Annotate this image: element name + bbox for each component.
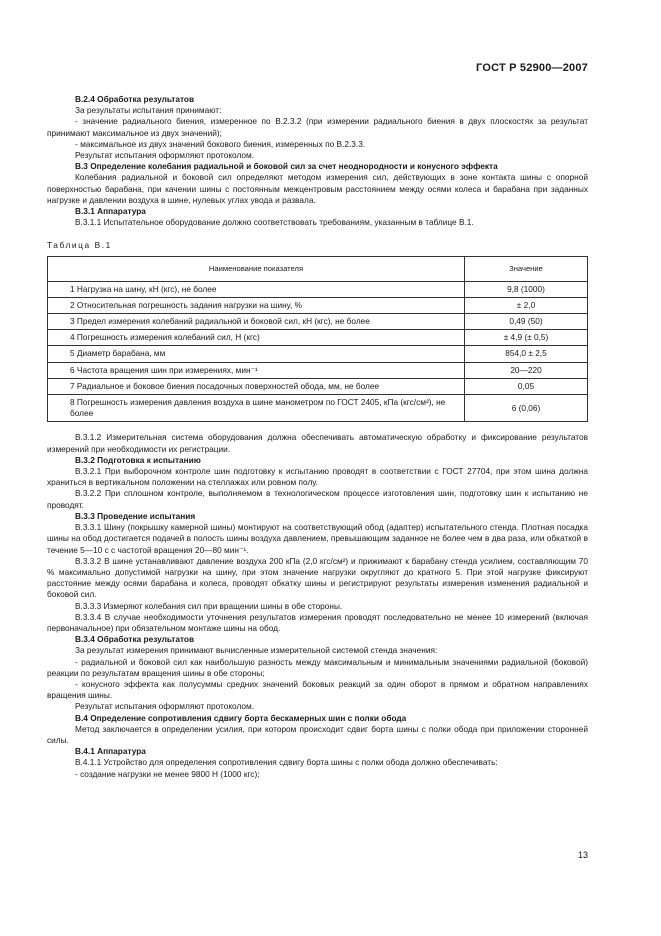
section-heading: В.3.3 Проведение испытания [75, 510, 196, 521]
cell-value: ± 2,0 [465, 297, 588, 313]
cell-value: ± 4,9 (± 0,5) [465, 330, 588, 346]
table-row [48, 281, 588, 297]
paragraph: В.3.2.1 При выборочном контроле шин подготовку к испытанию проводят в соответствии с ГОСТ 27704, при этом шина должна храниться в вертикальном положении на стеллажах или ровном полу. [47, 466, 588, 488]
table-row [48, 314, 588, 330]
section-heading: В.2.4 Обработка результатов [75, 94, 195, 104]
cell-value: 20—220 [465, 362, 588, 378]
document-id: ГОСТ Р 52900—2007 [476, 62, 588, 74]
paragraph: - максимальное из двух значений бокового биения, измеренных по В.2.3.3. [75, 138, 366, 149]
page-number: 13 [577, 850, 588, 860]
section-top [47, 94, 588, 228]
cell-name: 2 Относительная погрешность задания нагрузки на шину, % [48, 297, 465, 313]
table-body [48, 281, 588, 422]
table-b1 [47, 256, 588, 423]
cell-value: 6 (0,06) [465, 395, 588, 422]
cell-value: 0,49 (50) [465, 314, 588, 330]
cell-name: 6 Частота вращения шин при измерениях, мин⁻¹ [48, 362, 465, 378]
table-row [48, 346, 588, 362]
paragraph: За результат измерения принимают вычисленные измерительной системой стенда значения: [75, 645, 438, 656]
col-header-value: Значение [465, 256, 588, 281]
paragraph: Метод заключается в определении усилия, при котором происходит сдвиг борта шины с полки обода при приложении сторонней силы. [47, 723, 588, 745]
table-row [48, 297, 588, 313]
cell-name: 7 Радиальное и боковое биения посадочных поверхностей обода, мм, не более [48, 378, 465, 394]
paragraph: - конусного эффекта как полусуммы средних значений боковых реакций за один оборот в прямом и обратном направлениях вращения шины. [47, 678, 588, 701]
paragraph: Результат испытания оформляют протоколом. [75, 150, 255, 161]
paragraph: В.3.3.4 В случае необходимости уточнения результатов измерения проводят последовательно не менее 10 измерений (включая первоначальное) при обязательном монтаже шины на обод. [47, 611, 588, 633]
section-heading: В.3 Определение колебания радиальной и боковой сил за счет неоднородности и конусного эффекта [75, 161, 498, 172]
paragraph: Результат испытания оформляют протоколом. [75, 701, 255, 712]
table-caption: Таблица В.1 [47, 240, 112, 251]
cell-name: 8 Погрешность измерения давления воздуха в шине манометром по ГОСТ 2405, кПа (кгс/см²), не более [48, 395, 465, 422]
paragraph: - создание нагрузки не менее 9800 Н (1000 кгс); [75, 768, 260, 779]
table-row [48, 362, 588, 378]
section-heading: В.3.2 Подготовка к испытанию [75, 454, 201, 465]
col-header-name: Наименование показателя [48, 256, 465, 281]
section-bottom [47, 432, 588, 779]
cell-name: 3 Предел измерения колебаний радиальной и боковой сил, кН (кгс), не более [48, 314, 465, 330]
paragraph: В.3.1.2 Измерительная система оборудования должна обеспечивать автоматическую обработку и фиксирование результатов измерений при необходимости их регистрации. [47, 432, 588, 454]
section-heading: В.4.1 Аппаратура [75, 746, 146, 757]
cell-name: 4 Погрешность измерения колебаний сил, Н (кгс) [48, 330, 465, 346]
paragraph: В.3.2.2 При сплошном контроле, выполняемом в технологическом процессе изготовления шин, подготовку шин к испытанию не проводят. [47, 488, 588, 510]
section-heading: В.3.1 Аппаратура [75, 206, 146, 217]
page-content [47, 94, 588, 780]
cell-value: 0,05 [465, 378, 588, 394]
paragraph: За результаты испытания принимают: [75, 105, 222, 116]
paragraph: В.3.3.3 Измеряют колебания сил при вращении шины в обе стороны. [75, 600, 343, 611]
section-heading: В.3.4 Обработка результатов [75, 634, 195, 645]
table-row [48, 395, 588, 422]
cell-value: 854,0 ± 2,5 [465, 346, 588, 362]
paragraph: - радиальной и боковой сил как наибольшую разность между максимальным и минимальным значениями радиальной (боковой) реакции по результатам вращения шины в обе стороны; [47, 656, 588, 678]
cell-name: 5 Диаметр барабана, мм [48, 346, 465, 362]
paragraph: Колебания радиальной и боковой сил определяют методом измерения сил, действующих в зоне контакта шины с опорной поверхностью барабана, при качении шины с постоянным межцентровым расстоянием между осями колеса и барабана при заданных нагрузке и давлении воздуха в шине, нулевых углах увода и развала. [47, 172, 588, 205]
cell-name: 1 Нагрузка на шину, кН (кгс), не более [48, 281, 465, 297]
paragraph: В.3.3.1 Шину (покрышку камерной шины) монтируют на соответствующий обод (адаптер) испытательного стенда. Плотная посадка шины на обод достигается подачей в полость шины воздуха давлением, превышающим заданное не более чем в два раза, или обкаткой в течение 5—10 с с частотой вращения 20—80 мин⁻¹. [47, 522, 588, 555]
paragraph: В.3.3.2 В шине устанавливают давление воздуха 200 кПа (2,0 кгс/см²) и прижимают к барабану стенда усилием, составляющим 70 % максимально допустимой нагрузки на шину, при этом значение нагрузки округляют до кратного 5. При этой нагрузке фиксируют расстояние между осями барабана и колеса, проводят обкатку шины и регистрируют результаты измерения изменения радиальной и боковой сил. [47, 555, 588, 600]
paragraph: В.3.1.1 Испытательное оборудование должно соответствовать требованиям, указанным в таблице В.1. [75, 217, 474, 228]
table-row [48, 330, 588, 346]
paragraph: - значение радиального биения, измеренное по В.2.3.2 (при измерении радиального биения в двух плоскостях за результат принимают максимальное из двух значений); [47, 116, 588, 138]
table-header-row [48, 256, 588, 281]
cell-value: 9,8 (1000) [465, 281, 588, 297]
section-heading: В.4 Определение сопротивления сдвигу борта бескамерных шин с полки обода [75, 712, 407, 723]
paragraph: В.4.1.1 Устройство для определения сопротивления сдвигу борта шины с полки обода должно обеспечивать: [75, 757, 498, 768]
table-row [48, 378, 588, 394]
